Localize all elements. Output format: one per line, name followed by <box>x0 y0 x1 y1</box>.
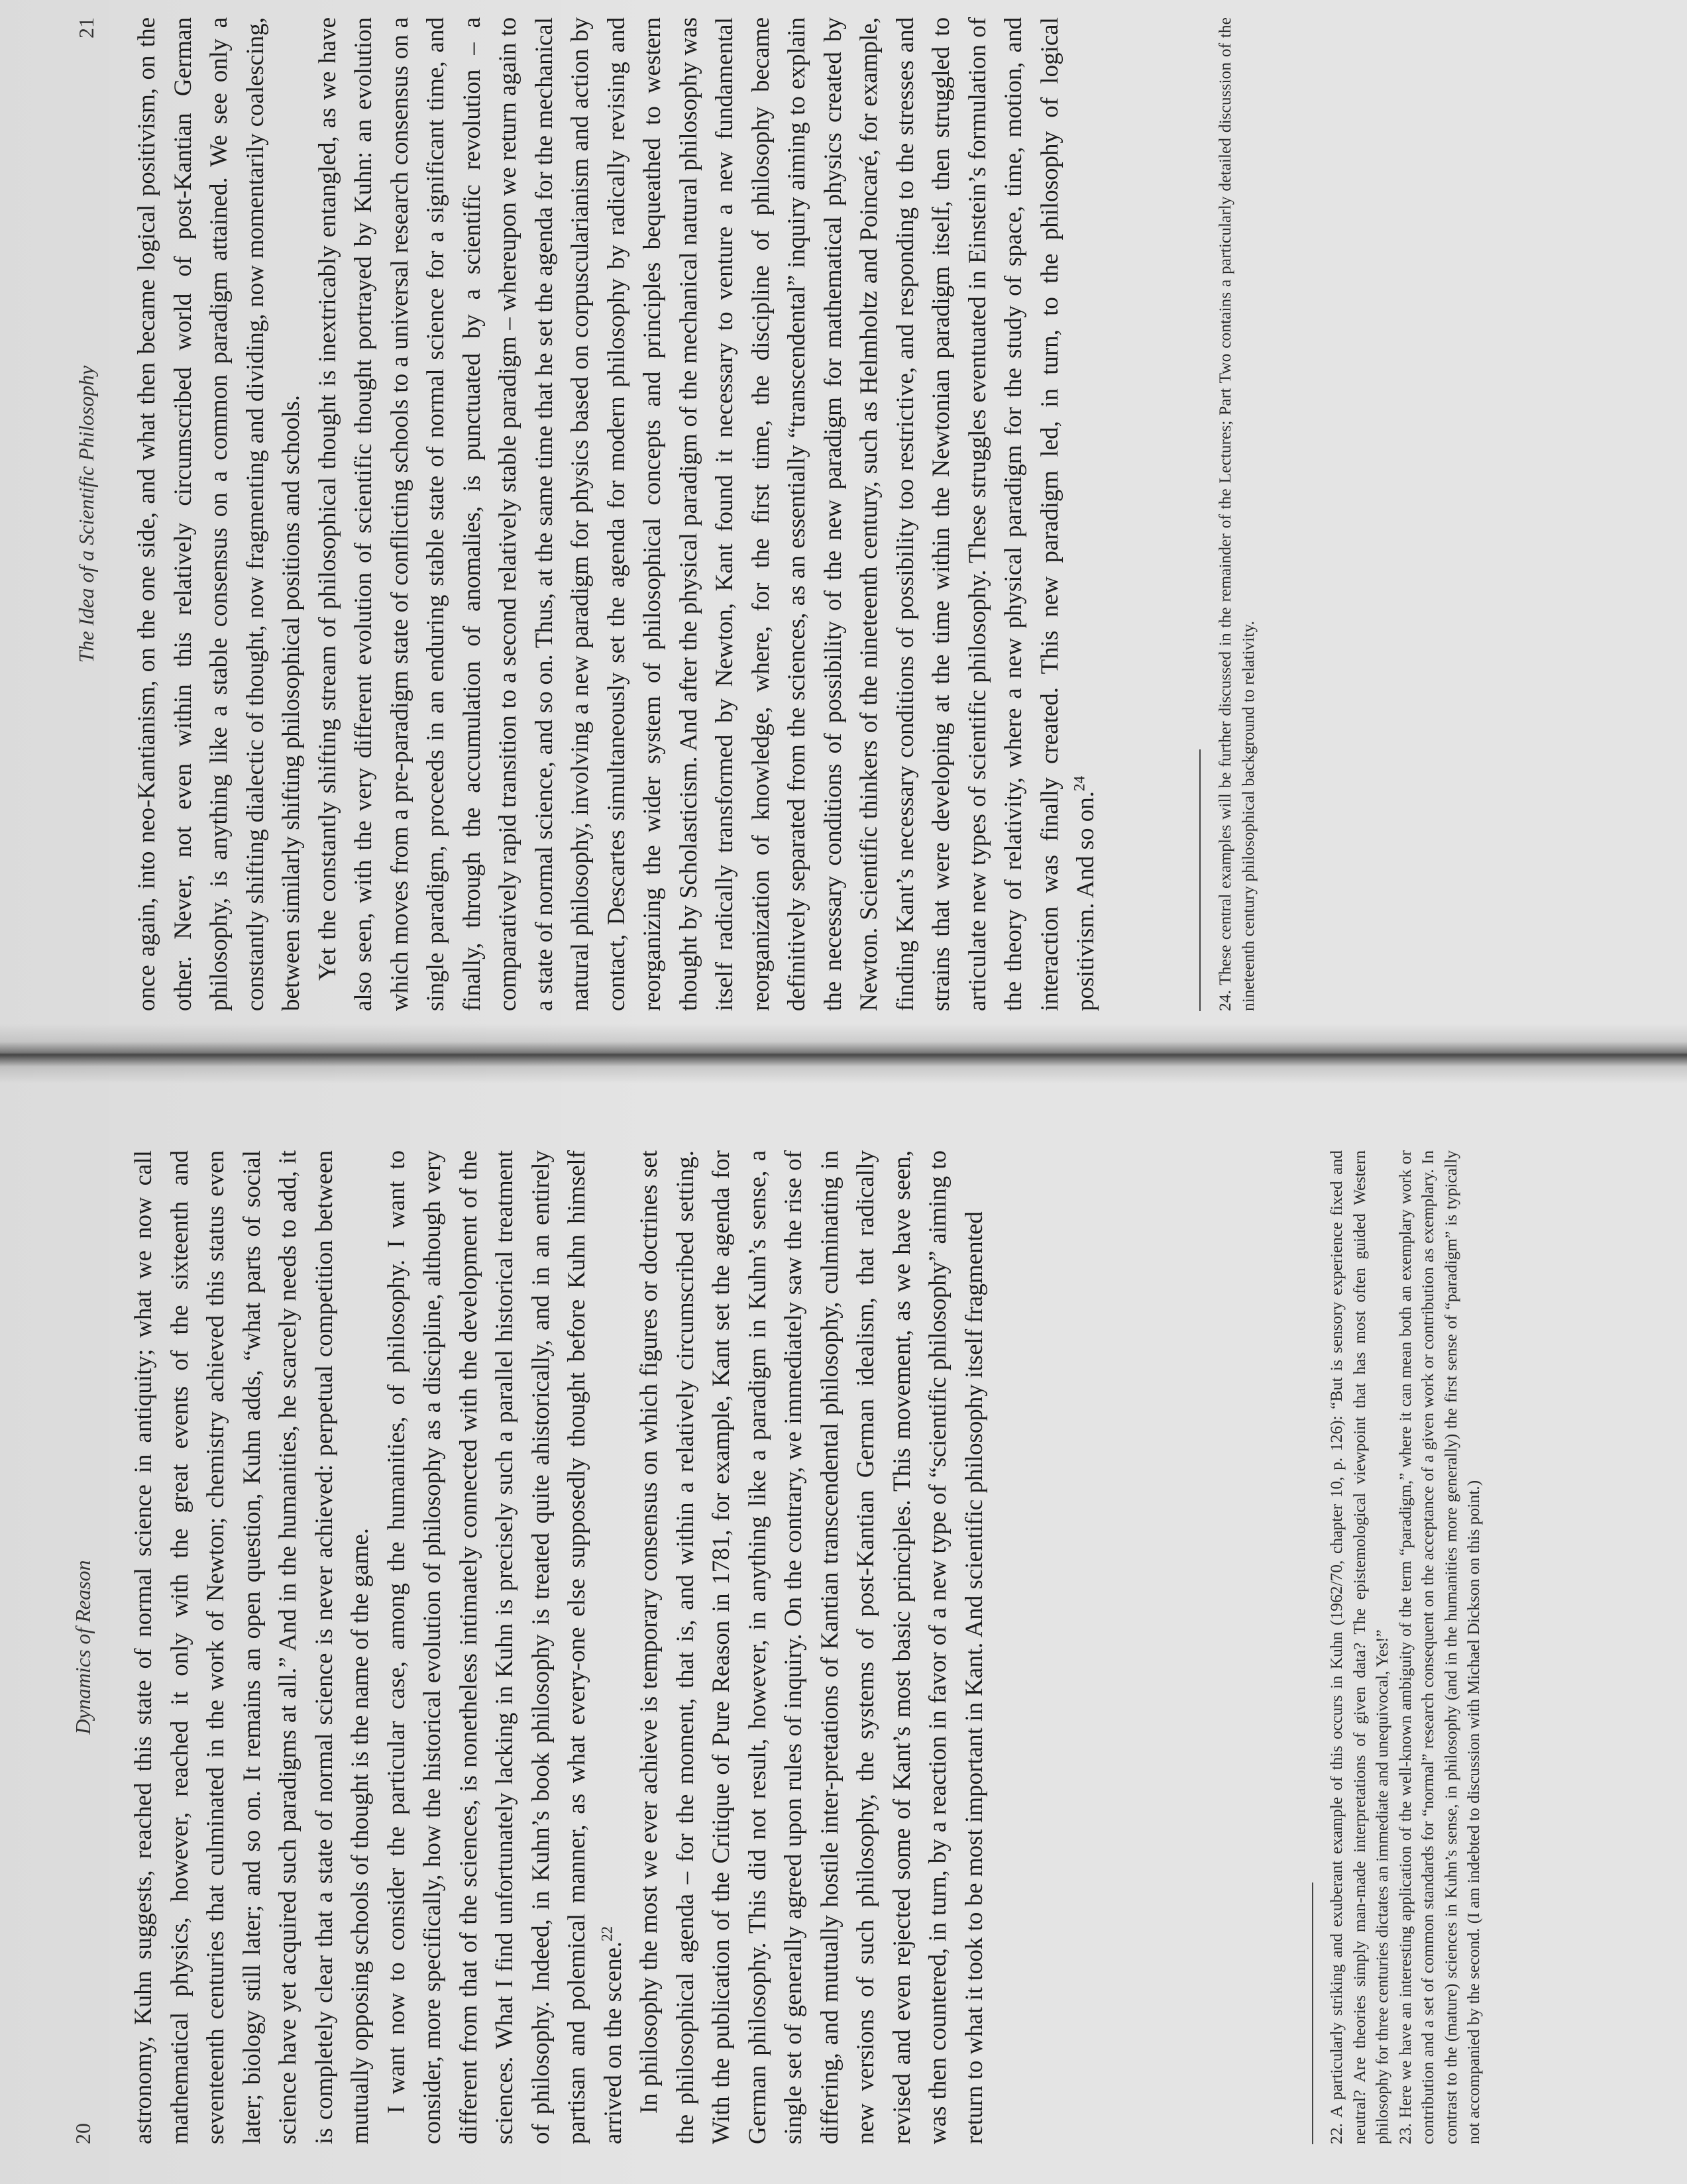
paragraph: astronomy, Kuhn suggests, reached this state of normal science in antiquity; what we now call mathematical physics, however, reached it only with the great events of the sixteenth and seventeenth centuries that culminated in the work of Newton; chemistry achieved this status even later; biology still later; and so on. It remains an open question, Kuhn adds, “what parts of social science have yet acquired such paradigms at all.” And in the humanities, he scarcely needs to add, it is completely clear that a state of normal science is never achieved: perpetual competition between mutually opposing schools of thought is the name of the game. <box>130 1150 374 2144</box>
body-text <box>129 17 1105 1011</box>
paragraph: In philosophy the most we ever achieve is temporary consensus on which figures or doctrines set the philosophical agenda – for the moment, that is, and within a relatively circumscribed setting. With the publication of the Critique of Pure Reason in 1781, for example, Kant set the agenda for German philosophy. This did not result, however, in anything like a paradigm in Kuhn’s sense, a single set of generally agreed upon rules of inquiry. On the contrary, we immediately saw the rise of differing, and mutually hostile inter-pretations of Kantian transcendental philosophy, culminating in new versions of such philosophy, the systems of post-Kantian German idealism, that radically revised and even rejected some of Kant’s most basic principles. This movement, as we have seen, was then countered, in turn, by a reaction in favor of a new type of “scientific philosophy” aiming to return to what it took to be most important in Kant. And scientific philosophy itself fragmented <box>635 1150 988 2144</box>
paragraph: once again, into neo-Kantianism, on the one side, and what then became logical positivism, on the other. Never, not even within this relatively circumscribed world of post-Kantian German philosophy, is anything like a stable consensus on a common paradigm attained. We see only a constantly shifting dialectic of thought, now fragmenting and dividing, now momentarily coalescing, between similarly shifting philosophical positions and schools. <box>133 17 305 1011</box>
paragraph: Yet the constantly shifting stream of philosophical thought is inextricably entangled, as we have also seen, with the very different evolution of scientific thought portrayed by Kuhn: an evolution which moves from a pre-paradigm state of conflicting schools to a universal research consensus on a single paradigm, proceeds in an enduring stable state of normal science for a significant time, and finally, through the accumulation of anomalies, is punctuated by a scientific revolution – a comparatively rapid transition to a second relatively stable paradigm – whereupon we return again to a state of normal science, and so on. Thus, at the same time that he set the agenda for the mechanical natural philosophy, involving a new paradigm for physics based on corpuscularianism and action by contact, Descartes simultaneously set the agenda for modern philosophy by radically revising and reorganizing the wider system of philosophical concepts and principles bequeathed to western thought by Scholasticism. And after the physical paradigm of the mechanical natural philosophy was itself radically transformed by Newton, Kant found it necessary to venture a new fundamental reorganization of knowledge, where, for the first time, the discipline of philosophy became definitively separated from the sciences, as an essentially “transcendental” inquiry aiming to explain the necessary conditions of possibility of the new paradigm for mathematical physics created by Newton. Scientific thinkers of the nineteenth century, such as Helmholtz and Poincaré, for example, finding Kant’s necessary conditions of possibility too restrictive, and responding to the stresses and strains that were developing at the time within the Newtonian paradigm itself, then struggled to articulate new types of scientific philosophy. These struggles eventuated in Einstein’s formulation of the theory of relativity, where a new physical paradigm for the study of space, time, motion, and interaction was finally created. This new paradigm led, in turn, to the philosophy of logical positivism. And so on.$^{24}$ <box>313 17 1099 1011</box>
page-number: 20 <box>71 2123 95 2144</box>
body-text <box>126 1150 993 2144</box>
left-page <box>63 1150 1653 2144</box>
footnote-22: 22. A particularly striking and exuberant example of this occurs in Kuhn (1962/70, chapter 10, p. 126): “But is sensory experience fixed and neutral? Are theories simply man-made interpretations of given data? The epistemological viewpoint that has most often guided Western philosophy for three centuries dictates an immediate and unequivocal, Yes!” <box>1327 1150 1391 2144</box>
paragraph: I want now to consider the particular case, among the humanities, of philosophy. I want to consider, more specifically, how the historical evolution of philosophy as a discipline, although very different from that of the sciences, is nonetheless intimately connected with the development of the sciences. What I find unfortunately lacking in Kuhn is precisely such a parallel historical treatment of philosophy. Indeed, in Kuhn’s book philosophy is treated quite ahistorically, and in an entirely partisan and polemical manner, as what every-one else supposedly thought before Kuhn himself arrived on the scene.$^{22}$ <box>382 1150 627 2144</box>
footnote-24: 24. These central examples will be further discussed in the remainder of the Lectures; Part Two contains a particularly detailed discussion of the nineteenth century philosophical background to relativity. <box>1215 17 1258 1011</box>
running-head-title: The Idea of a Scientific Philosophy <box>74 365 98 663</box>
page-number: 21 <box>74 17 98 38</box>
footnote-23: 23. Here we have an interesting application of the well-known ambiguity of the term “paradigm,” where it can mean both an exemplary work or contribution and a set of common standards for “normal” research consequent on the acceptance of a given work or contribution as exemplary. In contrast to the (mature) sciences in Kuhn’s sense, in philosophy (and in the humanities more generally) the first sense of “paradigm” is typically not accompanied by the second. (I am indebted to discussion with Michael Dickson on this point.) <box>1395 1150 1483 2144</box>
running-head-title: Dynamics of Reason <box>71 1560 95 1735</box>
note-reference: 24 <box>1071 776 1088 791</box>
note-reference: 22 <box>598 1926 616 1941</box>
running-header <box>66 17 106 1011</box>
footnotes <box>1214 17 1260 1011</box>
running-header <box>63 1150 103 2144</box>
right-page <box>66 17 1657 1011</box>
footnotes <box>1325 1150 1486 2144</box>
book-gutter-shadow <box>0 1024 1687 1083</box>
footnote-rule <box>1199 749 1201 1011</box>
footnote-rule <box>1312 1883 1313 2144</box>
